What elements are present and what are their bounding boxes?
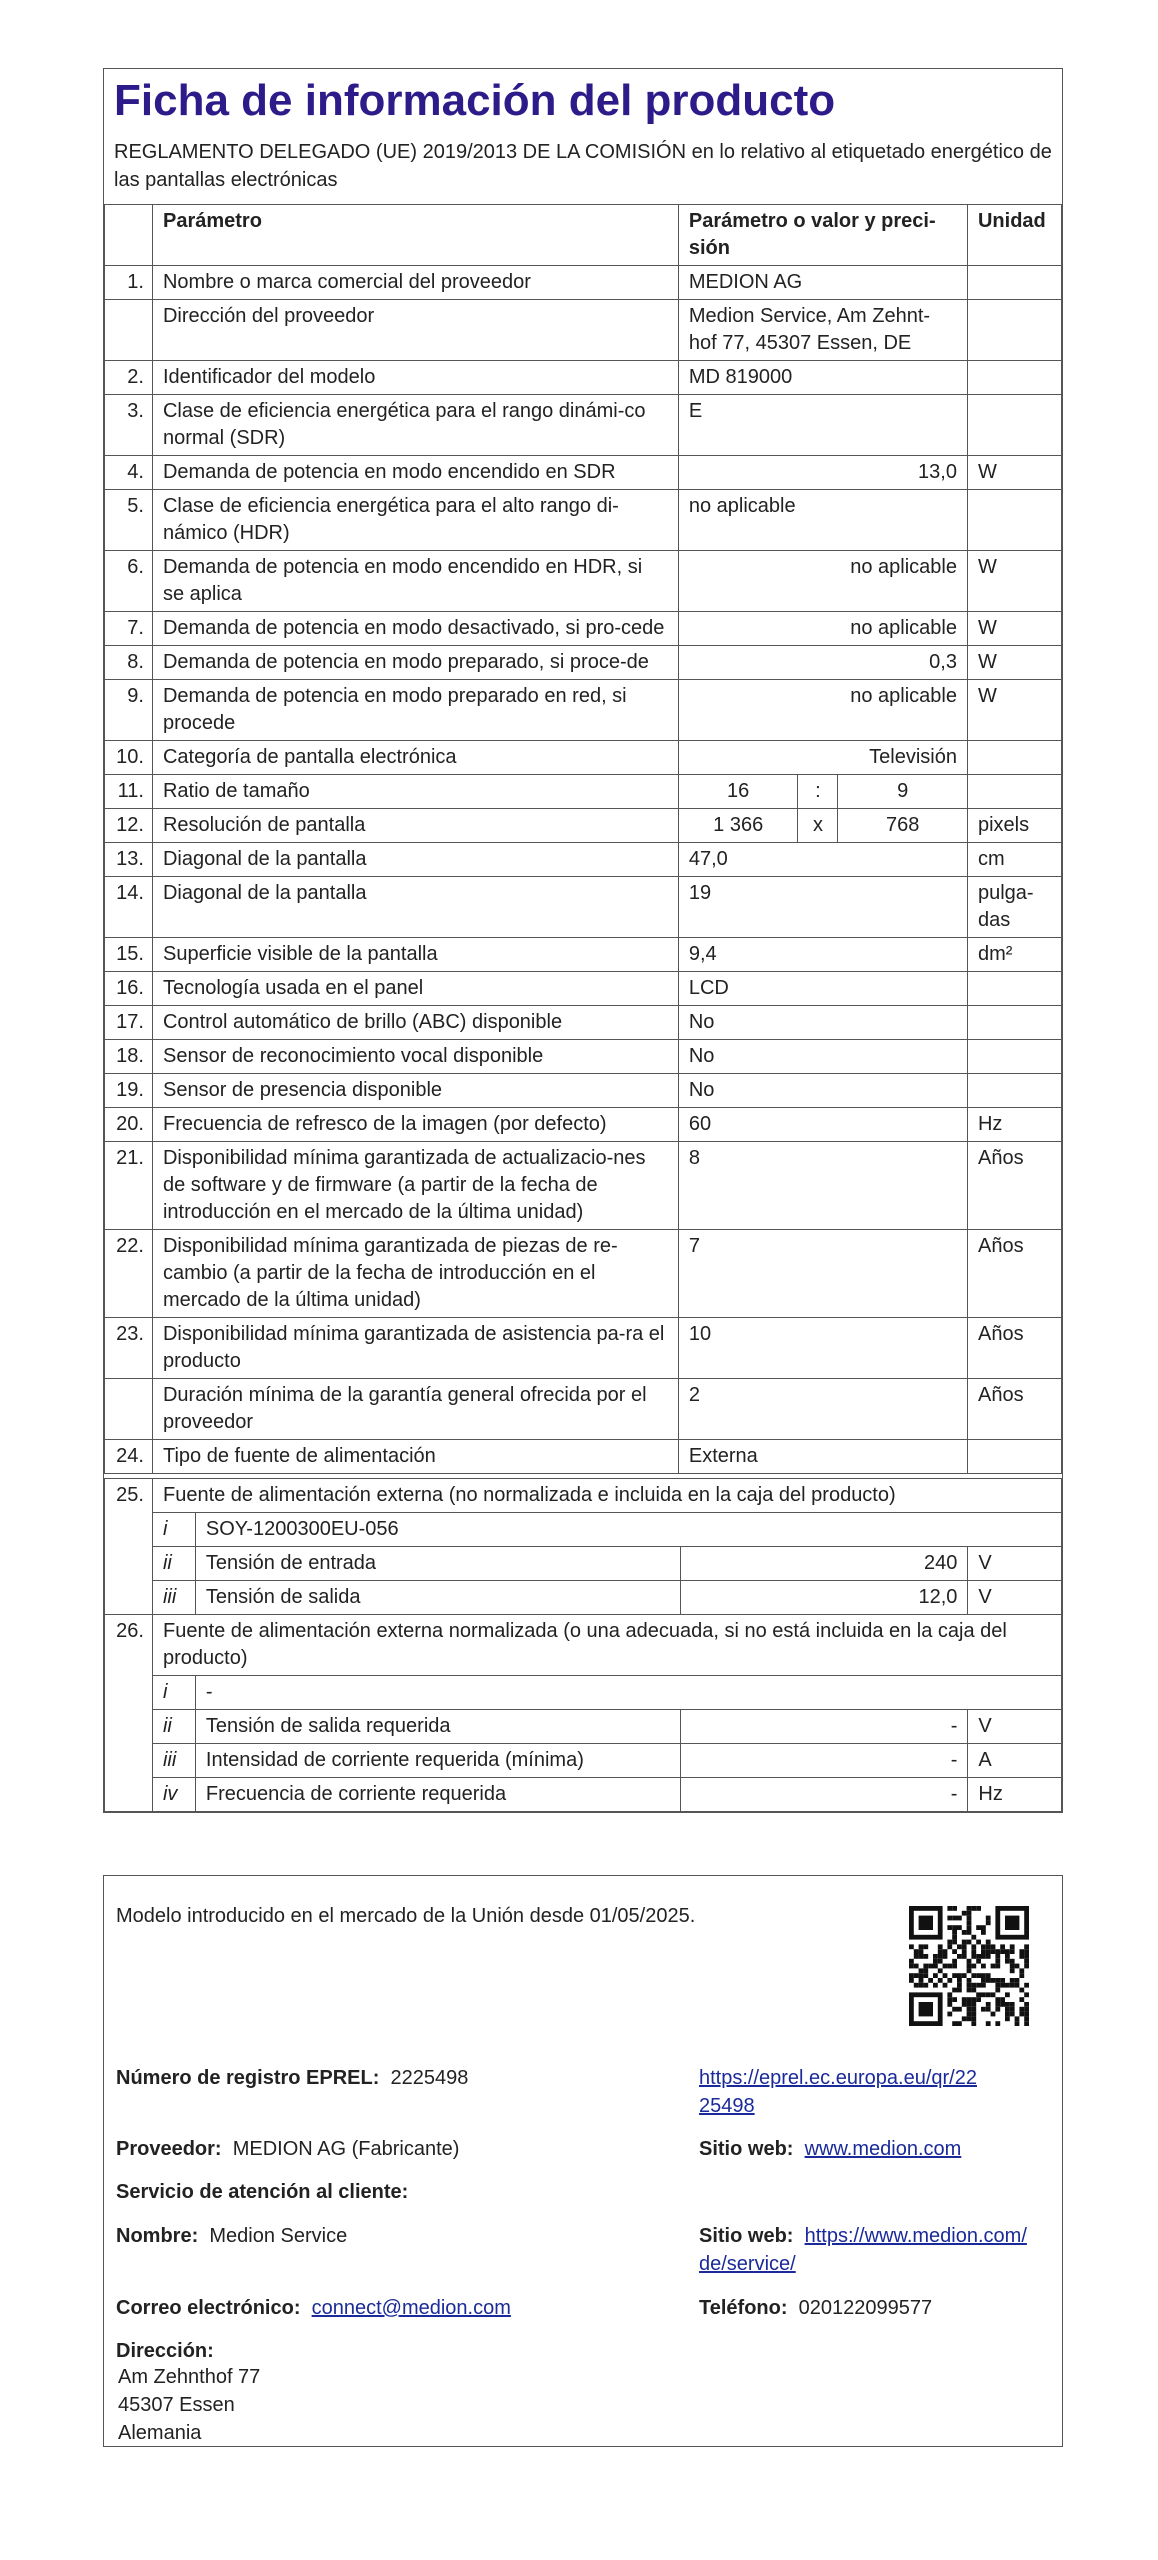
power-supply-row <box>105 1546 1062 1580</box>
row-parameter: Tensión de salida <box>195 1580 680 1614</box>
row-unit: Años <box>967 1229 1061 1317</box>
row-value: 2 <box>678 1378 967 1439</box>
row-value: 10 <box>678 1317 967 1378</box>
table-row <box>105 1439 1062 1473</box>
table-row <box>105 1039 1062 1073</box>
row-value: 7 <box>678 1229 967 1317</box>
row-parameter: Sensor de reconocimiento vocal disponible <box>152 1039 678 1073</box>
row-value: 240 <box>680 1546 968 1580</box>
table-row <box>105 360 1062 394</box>
roman-numeral: iii <box>152 1580 195 1614</box>
service-name-value: Medion Service <box>209 2225 348 2247</box>
row-unit <box>967 774 1061 808</box>
market-intro-text: Modelo introducido en el mercado de la Unión desde 01/05/2025. <box>116 1905 696 1927</box>
row-parameter: Demanda de potencia en modo preparado en red, si procede <box>152 679 678 740</box>
table-row <box>105 1229 1062 1317</box>
table-row <box>105 265 1062 299</box>
row-value: No <box>678 1039 967 1073</box>
row-value: Externa <box>678 1439 967 1473</box>
row-value: no aplicable <box>678 550 967 611</box>
row-value: - <box>680 1709 968 1743</box>
row-parameter: Demanda de potencia en modo encendido en SDR <box>152 455 678 489</box>
row-parameter: Tensión de entrada <box>195 1546 680 1580</box>
row-value: No <box>678 1073 967 1107</box>
row-value: no aplicable <box>678 679 967 740</box>
power-supply-row <box>105 1743 1062 1777</box>
row-number: 24. <box>105 1439 153 1473</box>
row-unit <box>967 1073 1061 1107</box>
website-link[interactable]: www.medion.com <box>804 2138 962 2160</box>
row-value: no aplicable <box>678 489 967 550</box>
power-supply-row <box>105 1709 1062 1743</box>
row-number <box>105 1378 153 1439</box>
row-unit: V <box>968 1580 1062 1614</box>
address-line: 45307 Essen <box>118 2394 235 2416</box>
table-row <box>105 876 1062 937</box>
row-parameter: Demanda de potencia en modo desactivado, si pro-cede <box>152 611 678 645</box>
roman-numeral: ii <box>152 1546 195 1580</box>
address-label: Dirección: <box>116 2340 214 2362</box>
table-row <box>105 550 1062 611</box>
row-parameter: Categoría de pantalla electrónica <box>152 740 678 774</box>
table-row <box>105 679 1062 740</box>
row-value: - <box>680 1777 968 1811</box>
header-unit: Unidad <box>967 204 1061 265</box>
table-row <box>105 645 1062 679</box>
row-value: 8 <box>678 1141 967 1229</box>
row-unit <box>967 299 1061 360</box>
row-value: 0,3 <box>678 645 967 679</box>
website-line <box>699 2135 961 2163</box>
phone-value: 020122099577 <box>798 2297 933 2319</box>
row-parameter: Clase de eficiencia energética para el alto rango di-námico (HDR) <box>152 489 678 550</box>
ratio-separator: : <box>798 774 838 808</box>
supplier-info-box <box>103 1875 1063 2447</box>
header-parameter: Parámetro <box>152 204 678 265</box>
row-parameter: Dirección del proveedor <box>152 299 678 360</box>
row-unit <box>967 360 1061 394</box>
row-unit <box>967 1005 1061 1039</box>
row-unit <box>967 394 1061 455</box>
table-row <box>105 1141 1062 1229</box>
website-label: Sitio web: <box>699 2138 794 2160</box>
row-unit <box>967 1039 1061 1073</box>
row-unit: V <box>968 1546 1062 1580</box>
row-number: 14. <box>105 876 153 937</box>
phone-line <box>699 2294 932 2322</box>
row-value: 19 <box>678 876 967 937</box>
row-unit <box>967 971 1061 1005</box>
row-unit: W <box>967 679 1061 740</box>
row-parameter: Demanda de potencia en modo encendido en HDR, si se aplica <box>152 550 678 611</box>
power-supply-table <box>104 1478 1062 1812</box>
row-number: 6. <box>105 550 153 611</box>
row-parameter: Frecuencia de corriente requerida <box>195 1777 680 1811</box>
row-unit: cm <box>967 842 1061 876</box>
row-parameter: Disponibilidad mínima garantizada de actualizacio-nes de software y de firmware (a partir de la fecha de introducción en el mercado de la última unidad) <box>152 1141 678 1229</box>
table-row <box>105 740 1062 774</box>
row-value: No <box>678 1005 967 1039</box>
row-value: 12,0 <box>680 1580 968 1614</box>
row-unit: pixels <box>967 808 1061 842</box>
row-parameter: Diagonal de la pantalla <box>152 842 678 876</box>
table-header-row <box>105 204 1062 265</box>
row-number: 4. <box>105 455 153 489</box>
table-row <box>105 611 1062 645</box>
roman-numeral: ii <box>152 1709 195 1743</box>
row-unit: Años <box>967 1378 1061 1439</box>
roman-numeral: iii <box>152 1743 195 1777</box>
row-unit: Hz <box>968 1777 1062 1811</box>
row-value: LCD <box>678 971 967 1005</box>
table-row <box>105 842 1062 876</box>
row-parameter: Ratio de tamaño <box>152 774 678 808</box>
row-number: 9. <box>105 679 153 740</box>
regulation-subtitle: REGLAMENTO DELEGADO (UE) 2019/2013 DE LA COMISIÓN en lo relativo al etiquetado energético de las pantallas electrónicas <box>114 140 1052 191</box>
service-name-line <box>116 2222 347 2250</box>
row-number: 23. <box>105 1317 153 1378</box>
email-label: Correo electrónico: <box>116 2297 301 2319</box>
row-number: 2. <box>105 360 153 394</box>
power-supply-row <box>105 1777 1062 1811</box>
row-value: MEDION AG <box>678 265 967 299</box>
row-value: Televisión <box>678 740 967 774</box>
row-number: 13. <box>105 842 153 876</box>
row-number: 3. <box>105 394 153 455</box>
row-parameter: Nombre o marca comercial del proveedor <box>152 265 678 299</box>
eprel-link-wrap <box>699 2064 977 2120</box>
row-number: 12. <box>105 808 153 842</box>
eprel-number: 2225498 <box>390 2067 469 2089</box>
row-parameter: Resolución de pantalla <box>152 808 678 842</box>
resolution-row <box>105 808 1062 842</box>
supplier-label: Proveedor: <box>116 2138 222 2160</box>
power-supply-heading-row <box>105 1478 1062 1512</box>
email-link[interactable]: connect@medion.com <box>311 2297 511 2319</box>
row-number: 8. <box>105 645 153 679</box>
row-number: 25. <box>105 1478 153 1614</box>
row-number: 18. <box>105 1039 153 1073</box>
row-unit: Hz <box>967 1107 1061 1141</box>
row-parameter: Identificador del modelo <box>152 360 678 394</box>
row-value: 13,0 <box>678 455 967 489</box>
row-parameter: Intensidad de corriente requerida (mínima) <box>195 1743 680 1777</box>
service-website-link[interactable]: https://www.medion.com/ de/service/ <box>699 2225 1027 2275</box>
row-parameter: Superficie visible de la pantalla <box>152 937 678 971</box>
table-row <box>105 1378 1062 1439</box>
row-unit: pulga-das <box>967 876 1061 937</box>
ratio-second: 9 <box>838 774 968 808</box>
row-number: 17. <box>105 1005 153 1039</box>
row-number: 26. <box>105 1614 153 1811</box>
row-parameter: Tecnología usada en el panel <box>152 971 678 1005</box>
row-parameter: Control automático de brillo (ABC) disponible <box>152 1005 678 1039</box>
power-supply-row <box>105 1580 1062 1614</box>
row-parameter: Sensor de presencia disponible <box>152 1073 678 1107</box>
row-number <box>105 299 153 360</box>
table-row <box>105 455 1062 489</box>
row-parameter: Diagonal de la pantalla <box>152 876 678 937</box>
ratio-first: 16 <box>678 774 798 808</box>
row-value: - <box>680 1743 968 1777</box>
row-parameter: Disponibilidad mínima garantizada de piezas de re-cambio (a partir de la fecha de introducción en el mercado de la última unidad) <box>152 1229 678 1317</box>
row-number: 5. <box>105 489 153 550</box>
row-value: Medion Service, Am Zehnt-hof 77, 45307 Essen, DE <box>678 299 967 360</box>
table-row <box>105 1073 1062 1107</box>
row-unit <box>967 489 1061 550</box>
row-number: 21. <box>105 1141 153 1229</box>
row-unit: W <box>967 455 1061 489</box>
eprel-registration <box>116 2064 468 2092</box>
row-parameter: - <box>195 1675 1061 1709</box>
power-supply-heading-row <box>105 1614 1062 1675</box>
row-number: 11. <box>105 774 153 808</box>
row-number: 20. <box>105 1107 153 1141</box>
row-unit: A <box>968 1743 1062 1777</box>
eprel-label: Número de registro EPREL: <box>116 2067 380 2089</box>
eprel-link[interactable]: https://eprel.ec.europa.eu/qr/22 25498 <box>699 2067 977 2117</box>
row-unit: Años <box>967 1317 1061 1378</box>
table-row <box>105 489 1062 550</box>
row-parameter: Frecuencia de refresco de la imagen (por defecto) <box>152 1107 678 1141</box>
row-value: no aplicable <box>678 611 967 645</box>
row-parameter: Duración mínima de la garantía general ofrecida por el proveedor <box>152 1378 678 1439</box>
row-parameter: Disponibilidad mínima garantizada de asistencia pa-ra el producto <box>152 1317 678 1378</box>
row-parameter: Tensión de salida requerida <box>195 1709 680 1743</box>
row-parameter: Demanda de potencia en modo preparado, si proce-de <box>152 645 678 679</box>
phone-label: Teléfono: <box>699 2297 788 2319</box>
table-row <box>105 971 1062 1005</box>
row-number: 16. <box>105 971 153 1005</box>
row-unit: W <box>967 611 1061 645</box>
row-unit: dm² <box>967 937 1061 971</box>
service-heading: Servicio de atención al cliente: <box>116 2181 409 2203</box>
ratio-row <box>105 774 1062 808</box>
row-unit <box>967 265 1061 299</box>
row-unit <box>967 740 1061 774</box>
row-number: 1. <box>105 265 153 299</box>
service-website-label: Sitio web: <box>699 2225 794 2247</box>
row-value: 47,0 <box>678 842 967 876</box>
row-value: 60 <box>678 1107 967 1141</box>
table-row <box>105 937 1062 971</box>
row-parameter: Clase de eficiencia energética para el rango dinámi-co normal (SDR) <box>152 394 678 455</box>
table-row <box>105 394 1062 455</box>
row-unit: V <box>968 1709 1062 1743</box>
row-number: 15. <box>105 937 153 971</box>
row-number: 7. <box>105 611 153 645</box>
table-row <box>105 299 1062 360</box>
header-number <box>105 204 153 265</box>
roman-numeral: iv <box>152 1777 195 1811</box>
resolution-second: 768 <box>838 808 968 842</box>
table-row <box>105 1107 1062 1141</box>
row-number: 10. <box>105 740 153 774</box>
power-supply-row <box>105 1512 1062 1546</box>
row-parameter: Tipo de fuente de alimentación <box>152 1439 678 1473</box>
qr-code-icon[interactable] <box>909 1906 1029 2026</box>
power-supply-row <box>105 1675 1062 1709</box>
row-value: MD 819000 <box>678 360 967 394</box>
supplier-line <box>116 2135 459 2163</box>
supplier-value: MEDION AG (Fabricante) <box>232 2138 460 2160</box>
roman-numeral: i <box>152 1512 195 1546</box>
sheet-header <box>104 69 1062 204</box>
address-block <box>118 2363 260 2447</box>
row-number: 22. <box>105 1229 153 1317</box>
row-number: 19. <box>105 1073 153 1107</box>
header-value: Parámetro o valor y preci-sión <box>678 204 967 265</box>
roman-numeral: i <box>152 1675 195 1709</box>
row-value: 9,4 <box>678 937 967 971</box>
address-line: Alemania <box>118 2422 202 2444</box>
resolution-first: 1 366 <box>678 808 798 842</box>
row-unit: Años <box>967 1141 1061 1229</box>
service-name-label: Nombre: <box>116 2225 199 2247</box>
address-line: Am Zehnthof 77 <box>118 2366 261 2388</box>
row-value: E <box>678 394 967 455</box>
table-row <box>105 1317 1062 1378</box>
service-website-line <box>699 2222 1027 2278</box>
table-row <box>105 1005 1062 1039</box>
row-parameter: SOY-1200300EU-056 <box>195 1512 1061 1546</box>
power-supply-title: Fuente de alimentación externa (no normalizada e incluida en la caja del producto) <box>152 1478 1061 1512</box>
email-line <box>116 2294 511 2322</box>
row-unit: W <box>967 550 1061 611</box>
row-unit: W <box>967 645 1061 679</box>
page-title: Ficha de información del producto <box>114 76 836 125</box>
power-supply-title: Fuente de alimentación externa normalizada (o una adecuada, si no está incluida en la caja del producto) <box>152 1614 1061 1675</box>
product-information-sheet <box>103 68 1063 1813</box>
row-unit <box>967 1439 1061 1473</box>
parameter-table <box>104 204 1062 1474</box>
resolution-separator: x <box>798 808 838 842</box>
